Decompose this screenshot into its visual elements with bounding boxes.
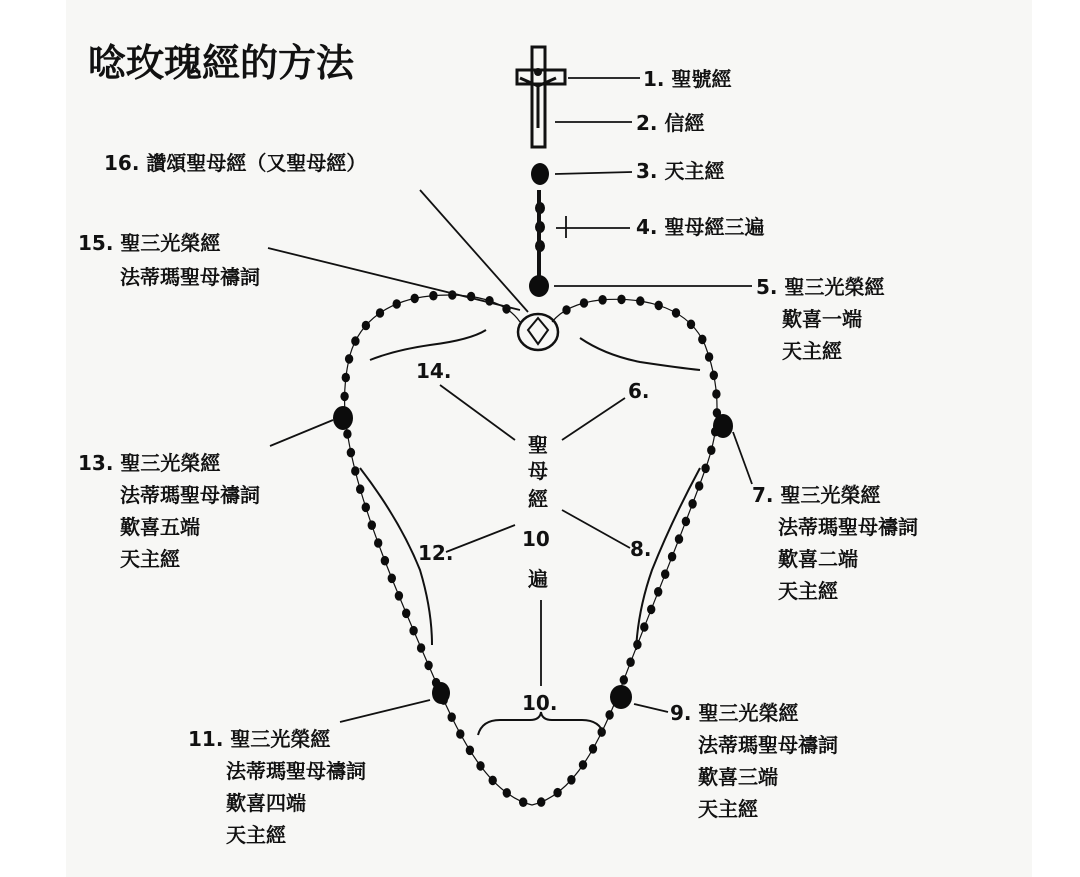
bead-hail-mary (343, 429, 351, 439)
label-5-line-3: 天主經 (782, 339, 842, 363)
label-4: 4. 聖母經三遍 (636, 215, 765, 239)
label-9-line-2: 法蒂瑪聖母禱詞 (698, 733, 838, 757)
label-9-line-3: 歎喜三端 (698, 765, 778, 789)
bead-hail-mary (340, 392, 348, 402)
bead-our-father (531, 163, 549, 185)
bead-hail-mary (707, 445, 715, 455)
label-11-line-4: 天主經 (226, 823, 286, 847)
bead-hail-mary (675, 534, 683, 544)
bead-decade-9 (610, 685, 632, 709)
center-char-3: 經 (528, 487, 548, 511)
label-10: 10. (522, 691, 558, 715)
bead-hail-mary (617, 295, 625, 305)
bead-hail-mary (429, 291, 437, 301)
bead-hail-mary (351, 466, 359, 476)
label-9-line-4: 天主經 (698, 797, 758, 821)
center-char-5: 遍 (528, 567, 548, 591)
bead-decade-11 (432, 682, 450, 704)
label-16: 16. 讚頌聖母經（又聖母經） (104, 151, 367, 175)
bead-hail-mary (705, 352, 713, 362)
bead-hail-mary (448, 712, 456, 722)
bead-hail-mary (376, 308, 384, 318)
bead-hail-mary (647, 605, 655, 615)
bead-hail-mary (519, 797, 527, 807)
bead-hail-mary (654, 587, 662, 597)
bead-hail-mary (456, 729, 464, 739)
bead-hail-mary (598, 295, 606, 305)
label-13-line-1: 13. 聖三光榮經 (78, 451, 221, 475)
medal-icon (518, 314, 558, 350)
bead-hail-mary (374, 538, 382, 548)
bead-hail-mary (712, 389, 720, 399)
bead-hail-mary (682, 517, 690, 527)
label-7-line-2: 法蒂瑪聖母禱詞 (778, 515, 918, 539)
bead-hail-mary (411, 294, 419, 304)
bead-hail-mary (342, 373, 350, 383)
center-label (522, 433, 550, 591)
label-7-line-1: 7. 聖三光榮經 (752, 483, 881, 507)
bead-hail-mary (640, 622, 648, 632)
bead-hail-mary (402, 609, 410, 619)
bead-hail-mary (605, 710, 613, 720)
bead-hail-mary (388, 574, 396, 584)
page-title: 唸玫瑰經的方法 (88, 41, 355, 85)
label-13-line-2: 法蒂瑪聖母禱詞 (120, 483, 260, 507)
bead-hail-mary (579, 760, 587, 770)
bead-hail-mary (417, 643, 425, 653)
bead-hail-mary (636, 296, 644, 306)
bead-hail-mary (655, 301, 663, 311)
label-15-line-2: 法蒂瑪聖母禱詞 (120, 265, 260, 289)
bead-hail-mary (424, 661, 432, 671)
bead-hail-mary (466, 746, 474, 756)
label-15-line-1: 15. 聖三光榮經 (78, 231, 221, 255)
bead-hail-mary (698, 335, 706, 345)
label-7-line-3: 歎喜二端 (778, 547, 858, 571)
bead-hail-mary (567, 775, 575, 785)
bead-hail-mary (701, 464, 709, 474)
bead-hail-mary (395, 591, 403, 601)
bead-hail-mary (672, 308, 680, 318)
bead-hail-mary (661, 569, 669, 579)
bead-hail-mary (620, 675, 628, 685)
bead-hail-mary (562, 305, 570, 315)
bead-hail-mary (409, 626, 417, 636)
crucifix-icon (517, 47, 565, 147)
label-12: 12. (418, 541, 454, 565)
label-8: 8. (630, 537, 652, 561)
bead-hail-mary (362, 321, 370, 331)
bead-hail-mary (351, 336, 359, 346)
label-2: 2. 信經 (636, 111, 705, 135)
stem-beads (529, 163, 549, 297)
label-9-line-1: 9. 聖三光榮經 (670, 701, 799, 725)
label-13-line-4: 天主經 (120, 547, 180, 571)
bead-hail-mary (537, 797, 545, 807)
bead-hail-mary (356, 484, 364, 494)
bead-hail-mary (489, 776, 497, 786)
bead-hail-mary (589, 744, 597, 754)
bead-hail-mary (393, 299, 401, 309)
bead-hail-mary (503, 788, 511, 798)
label-11-line-3: 歎喜四端 (226, 791, 306, 815)
bead-hail-mary (381, 556, 389, 566)
bead-hail-mary (362, 503, 370, 513)
bead-hail-mary (448, 290, 456, 300)
bead-decade-13 (333, 406, 353, 430)
bead-hail-mary (695, 481, 703, 491)
label-11-line-1: 11. 聖三光榮經 (188, 727, 331, 751)
center-count: 10 (522, 527, 550, 551)
bead-hail-mary (476, 761, 484, 771)
bead-hail-mary (347, 448, 355, 458)
bead-hail-mary (626, 657, 634, 667)
label-6: 6. (628, 379, 650, 403)
bead-hail-mary (580, 298, 588, 308)
bead-hail-mary (668, 552, 676, 562)
bead-hail-mary (710, 371, 718, 381)
bead-hail-mary (485, 296, 493, 306)
label-14: 14. (416, 359, 452, 383)
label-11-line-2: 法蒂瑪聖母禱詞 (226, 759, 366, 783)
bead-hail-mary (345, 354, 353, 364)
label-5-line-1: 5. 聖三光榮經 (756, 275, 885, 299)
bead-decade-7 (713, 414, 733, 438)
label-1: 1. 聖號經 (643, 67, 732, 91)
label-7-line-4: 天主經 (778, 579, 838, 603)
bead-hail-mary (687, 320, 695, 330)
label-3: 3. 天主經 (636, 159, 725, 183)
bead-hail-mary (368, 520, 376, 530)
center-char-1: 聖 (528, 433, 548, 457)
bead-hail-mary (553, 788, 561, 798)
center-char-2: 母 (528, 459, 548, 483)
labels (78, 67, 918, 847)
label-5-line-2: 歎喜一端 (782, 307, 862, 331)
bead-hail-mary (688, 499, 696, 509)
label-13-line-3: 歎喜五端 (120, 515, 200, 539)
